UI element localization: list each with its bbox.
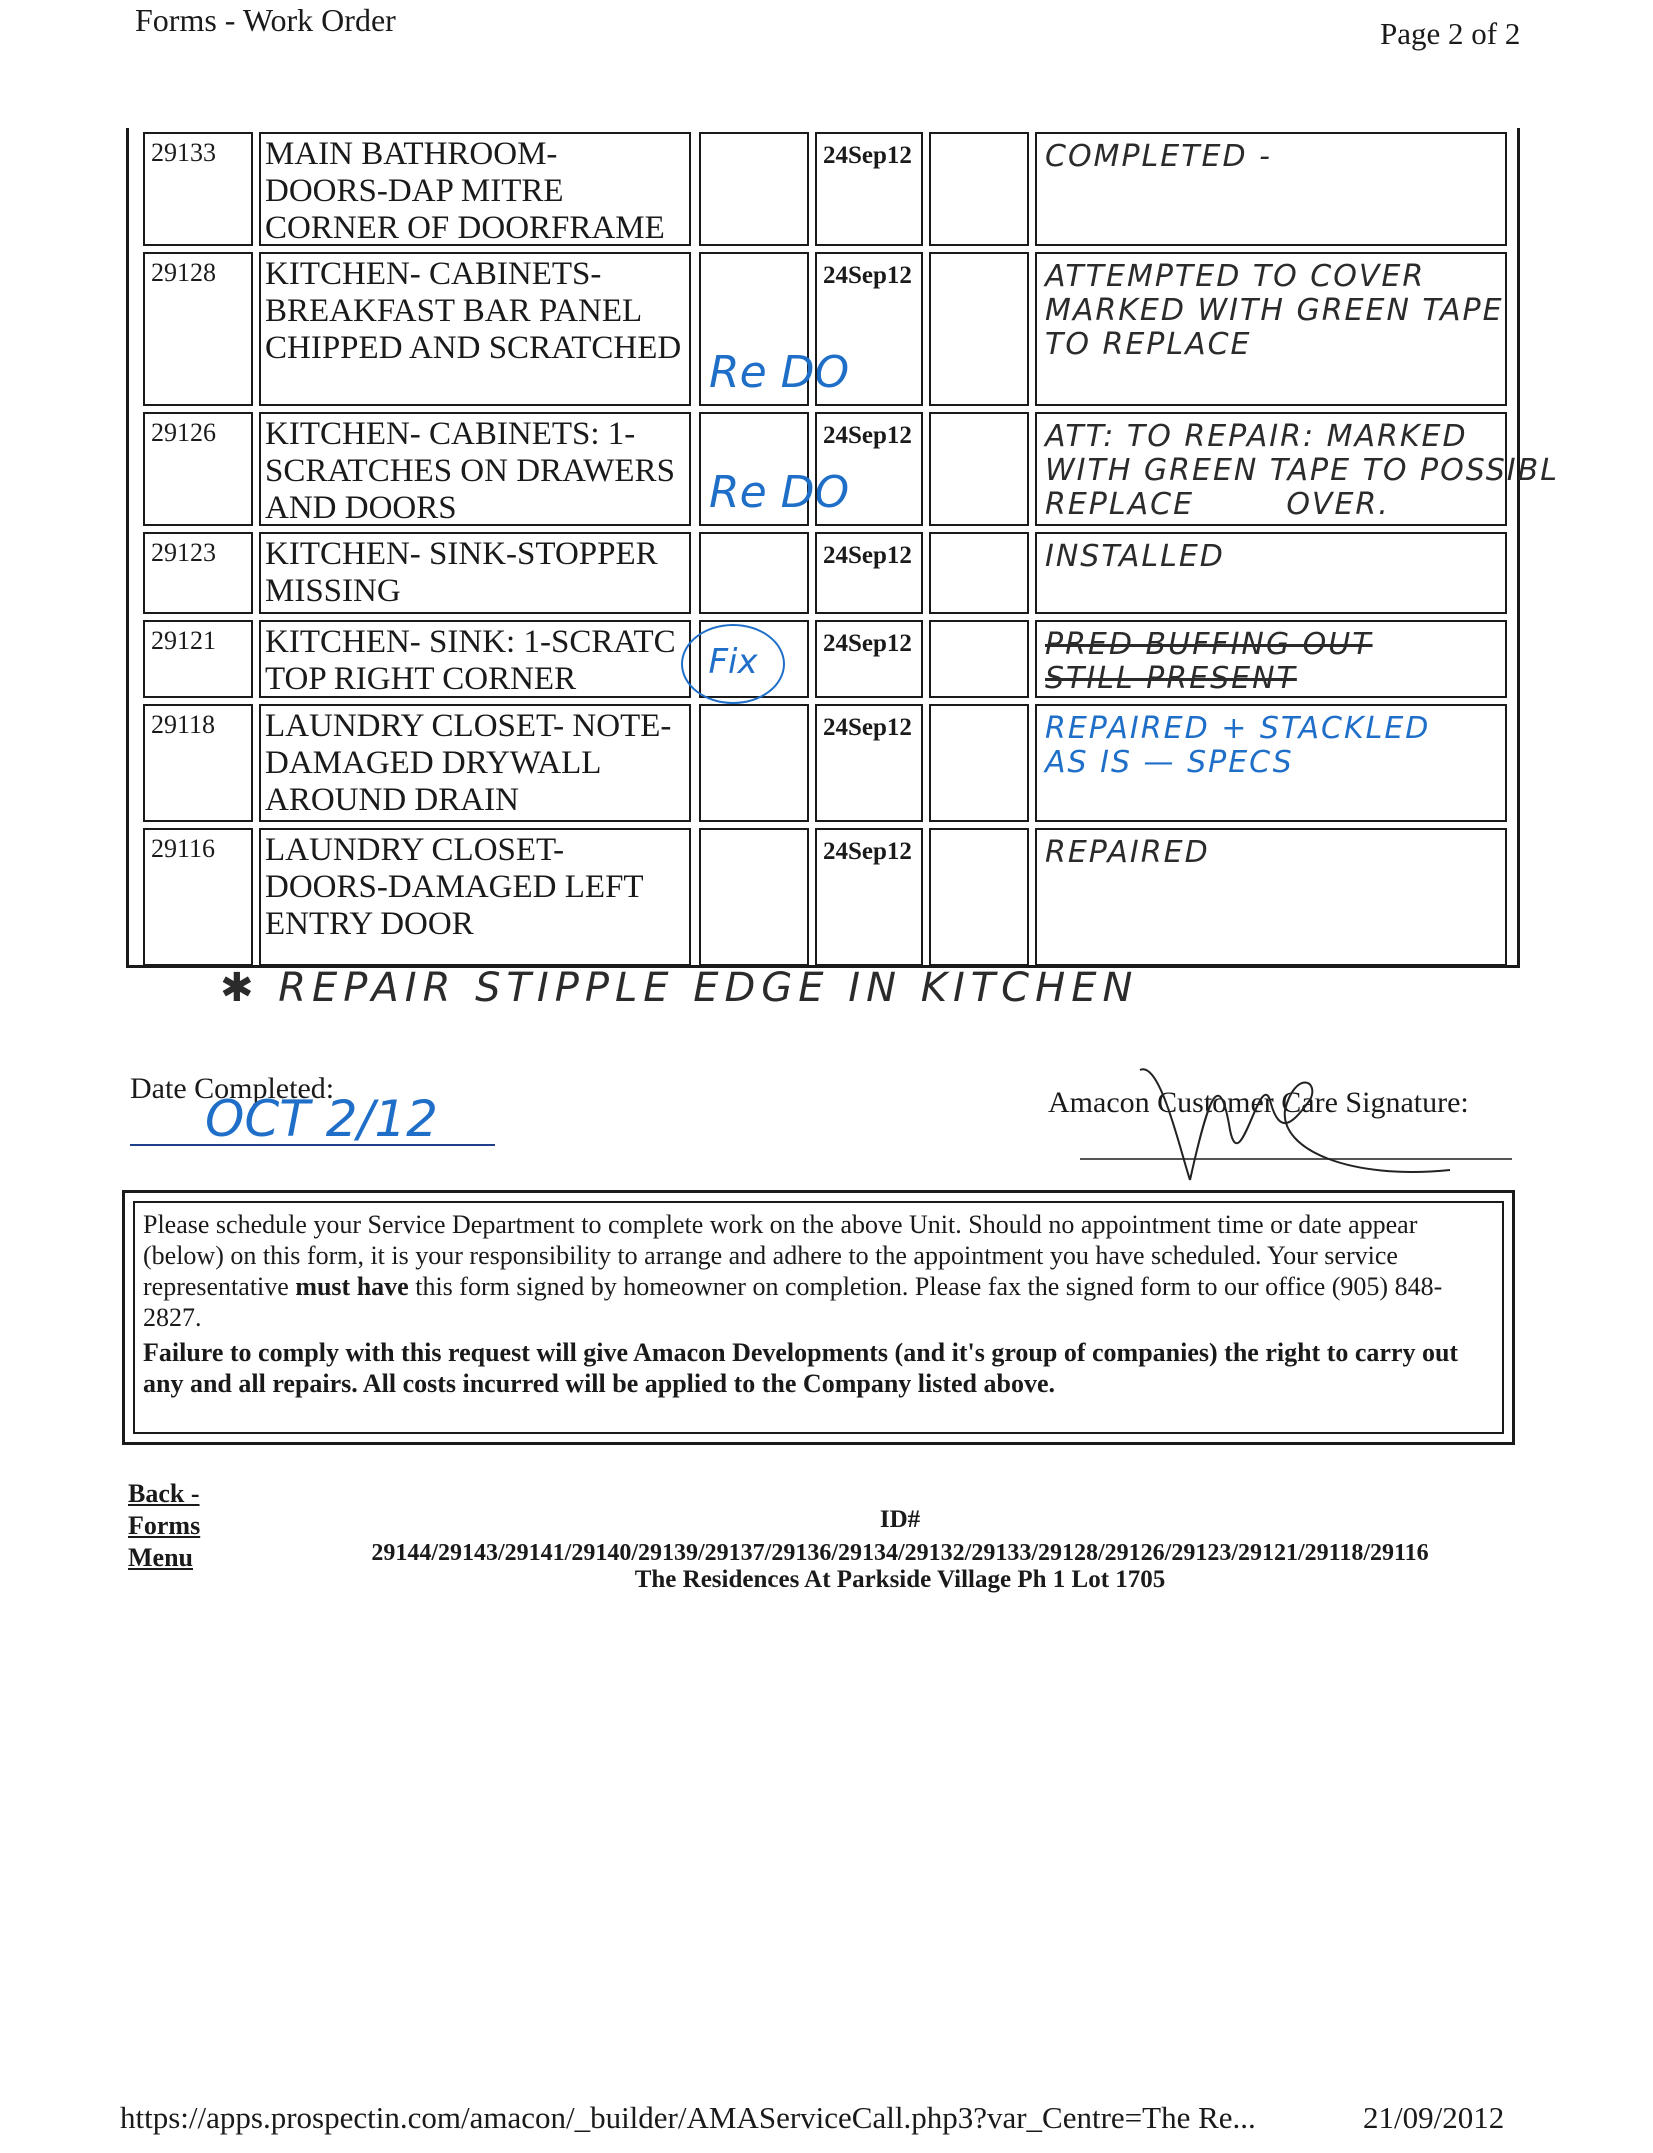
row-flag-cell (929, 704, 1029, 822)
page-indicator: Page 2 of 2 (1380, 16, 1521, 51)
row-id: 29133 (143, 132, 253, 246)
row-date: 24Sep12 (815, 132, 923, 246)
row-description: KITCHEN- SINK-STOPPER MISSING (259, 532, 691, 614)
row-date: 24Sep12 (815, 828, 923, 966)
row-description: KITCHEN- CABINETS- BREAKFAST BAR PANEL CHIPPED AND SCRATCHED (259, 252, 691, 406)
row-date: 24Sep12 (815, 532, 923, 614)
handwritten-mark: Fix (681, 624, 785, 704)
row-mark-cell (699, 532, 809, 614)
notice-warning: Failure to comply with this request will give Amacon Developments (and it's group of companies) the right to carry out any and all repairs. All costs incurred will be applied to the Company listed above. (143, 1338, 1459, 1398)
row-id: 29123 (143, 532, 253, 614)
handwritten-note: REPAIRED (1045, 835, 1210, 870)
date-completed-label: Date Completed: (130, 1072, 335, 1105)
row-date: 24Sep12 (815, 252, 923, 406)
row-flag-cell (929, 828, 1029, 966)
notice-box (122, 1190, 1515, 1445)
table-row (129, 616, 1517, 700)
notice-emphasis: must have (295, 1272, 409, 1301)
row-date: 24Sep12 (815, 620, 923, 698)
table-row (129, 408, 1559, 528)
handwritten-note: PRED BUFFING OUT STILL PRESENT (1045, 627, 1373, 696)
row-mark-cell (699, 132, 809, 246)
row-id: 29121 (143, 620, 253, 698)
signature-scribble (1120, 1030, 1480, 1190)
handwritten-note: INSTALLED (1045, 539, 1225, 574)
row-id: 29126 (143, 412, 253, 526)
signature-label: Amacon Customer Care Signature: (1048, 1086, 1469, 1119)
row-date: 24Sep12 (815, 704, 923, 822)
row-mark-cell (699, 620, 809, 698)
row-flag-cell (929, 620, 1029, 698)
row-description: KITCHEN- SINK: 1-SCRATC TOP RIGHT CORNER (259, 620, 691, 698)
row-mark-cell (699, 828, 809, 966)
handwritten-mark: Re DO (709, 347, 850, 398)
date-completed-line (130, 1144, 495, 1146)
table-row (129, 248, 1517, 408)
row-note-cell (1035, 532, 1507, 614)
row-id: 29116 (143, 828, 253, 966)
handwritten-note: REPAIRED + STACKLED AS IS — SPECS (1045, 711, 1431, 780)
row-date: 24Sep12 (815, 412, 923, 526)
footer-date: 21/09/2012 (1363, 2100, 1505, 2135)
handwritten-mark: Re DO (709, 467, 850, 518)
row-note-cell (1035, 412, 1559, 526)
form-title: Forms - Work Order (135, 2, 396, 38)
row-note-cell (1035, 828, 1507, 966)
id-list: 29144/29143/29141/29140/29139/29137/29136/29134/29132/29133/29128/29126/29123/29121/29118/29116 (371, 1540, 1429, 1566)
row-note-cell (1035, 252, 1507, 406)
row-note-cell (1035, 620, 1507, 698)
handwritten-note: ATT: TO REPAIR: MARKED WITH GREEN TAPE TO POSSIBL REPLACE OVER. (1045, 419, 1559, 522)
row-note-cell (1035, 132, 1507, 246)
project-name: The Residences At Parkside Village Ph 1 Lot 1705 (634, 1566, 1166, 1593)
id-label: ID# (879, 1506, 921, 1533)
notice-text-2: this form signed by homeowner on completion. Please fax the signed form to our office (905) 848-2827. (143, 1272, 1443, 1332)
row-mark-cell (699, 704, 809, 822)
work-order-table (126, 128, 1559, 968)
row-mark-cell (699, 412, 850, 526)
row-flag-cell (929, 132, 1029, 246)
handwritten-note: COMPLETED - (1045, 139, 1272, 174)
row-id: 29118 (143, 704, 253, 822)
notice-text-1: Please schedule your Service Department to complete work on the above Unit. Should no appointment time or date appear (below) on this form, it is your responsibility to arrange and adhere to the appointment you have scheduled. Your service representative (143, 1210, 1418, 1301)
row-flag-cell (929, 252, 1029, 406)
back-forms-menu-link[interactable]: Back - Forms Menu (128, 1479, 201, 1572)
handwritten-note: ATTEMPTED TO COVER MARKED WITH GREEN TAPE TO REPLACE (1045, 259, 1504, 362)
table-row (129, 528, 1517, 616)
handwritten-repair-note: ✱ REPAIR STIPPLE EDGE IN KITCHEN (220, 965, 1139, 1011)
table-row (129, 128, 1517, 248)
row-mark-cell (699, 252, 850, 406)
handwritten-completion-date: OCT 2/12 (205, 1090, 438, 1148)
row-flag-cell (929, 412, 1029, 526)
table-row (129, 700, 1517, 824)
notice-instructions (143, 1209, 1494, 1333)
row-flag-cell (929, 532, 1029, 614)
table-row (129, 824, 1517, 968)
footer-url: https://apps.prospectin.com/amacon/_builder/AMAServiceCall.php3?var_Centre=The Re... (120, 2100, 1256, 2135)
row-description: LAUNDRY CLOSET- DOORS-DAMAGED LEFT ENTRY DOOR (259, 828, 691, 966)
row-note-cell (1035, 704, 1507, 822)
row-description: LAUNDRY CLOSET- NOTE- DAMAGED DRYWALL AROUND DRAIN (259, 704, 691, 822)
row-id: 29128 (143, 252, 253, 406)
row-description: KITCHEN- CABINETS: 1- SCRATCHES ON DRAWERS AND DOORS (259, 412, 691, 526)
row-description: MAIN BATHROOM- DOORS-DAP MITRE CORNER OF DOORFRAME (259, 132, 691, 246)
